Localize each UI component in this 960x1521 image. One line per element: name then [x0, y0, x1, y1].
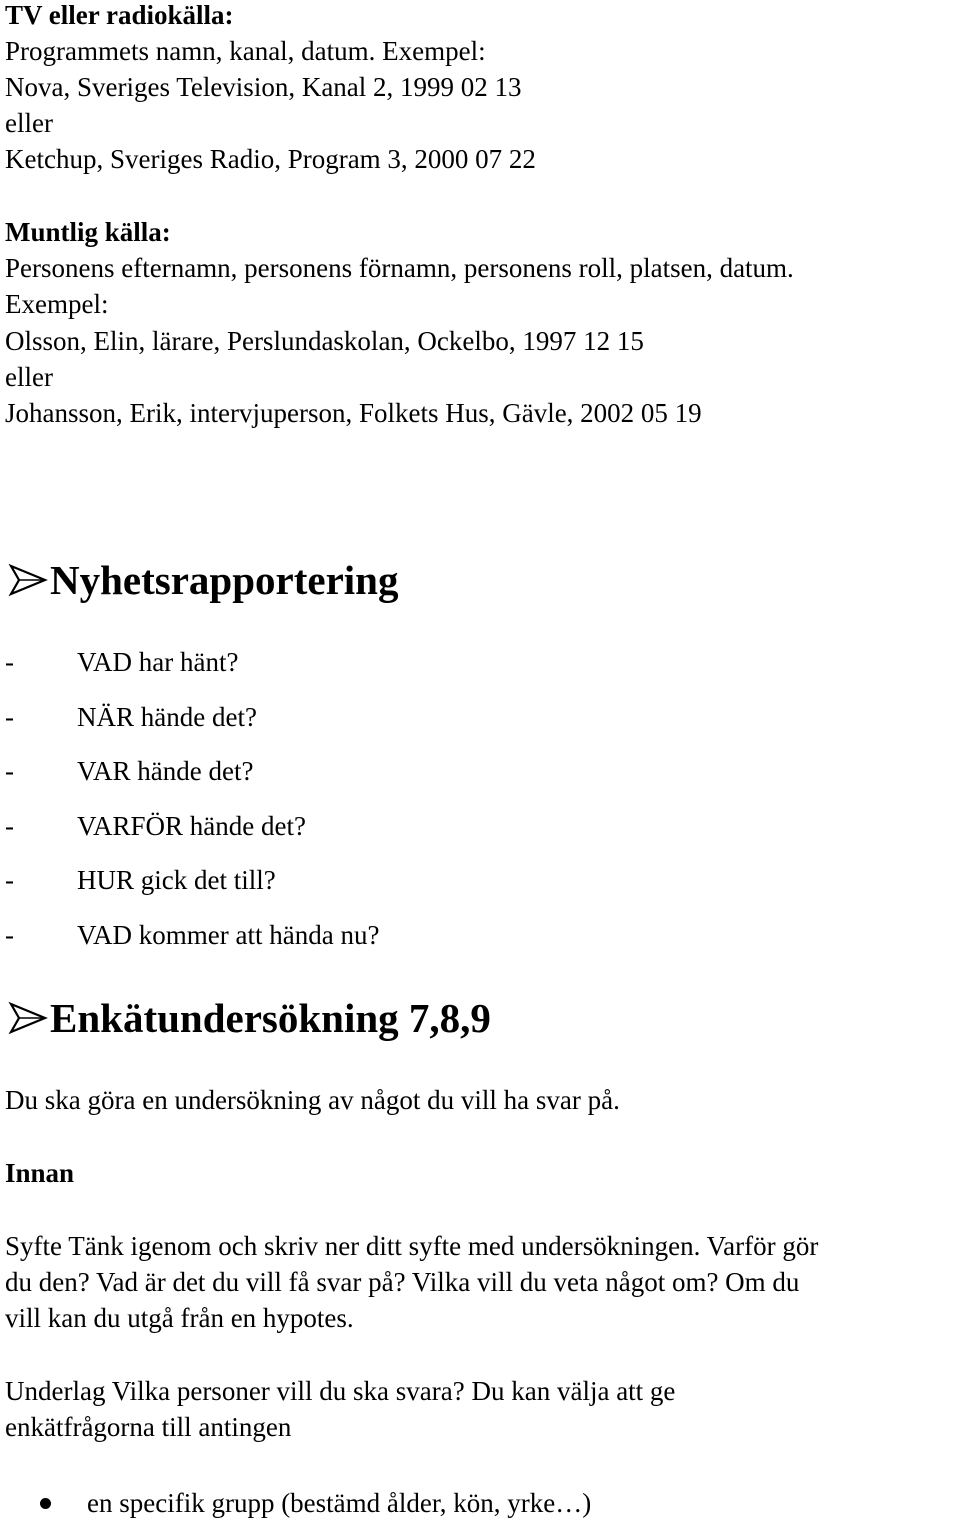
oral-format: Personens efternamn, personens förnamn, personens roll, platsen, datum. — [5, 253, 794, 283]
news-question: VAD har hänt? — [77, 647, 239, 677]
tv-radio-heading: TV eller radiokälla: — [5, 0, 234, 30]
survey-purpose-line: du den? Vad är det du vill få svar på? Vilka vill du veta något om? Om du — [5, 1267, 800, 1297]
news-question: VAD kommer att hända nu? — [77, 920, 380, 950]
list-item: - NÄR hände det? — [5, 702, 257, 732]
arrow-bullet-icon — [8, 560, 48, 600]
arrow-bullet-icon — [8, 998, 48, 1038]
list-item — [40, 1485, 591, 1521]
oral-example-1: Olsson, Elin, lärare, Perslundaskolan, Ockelbo, 1997 12 15 — [5, 326, 644, 356]
survey-purpose-line: Syfte Tänk igenom och skriv ner ditt syfte med undersökningen. Varför gör — [5, 1231, 819, 1261]
survey-heading — [8, 993, 491, 1043]
oral-or: eller — [5, 362, 53, 392]
survey-heading-text: Enkätundersökning 7,8,9 — [50, 995, 491, 1041]
bullet-dot-icon — [40, 1498, 51, 1509]
tv-radio-format: Programmets namn, kanal, datum. Exempel: — [5, 36, 486, 66]
list-item: - VAD har hänt? — [5, 647, 239, 677]
survey-basis-line: Underlag Vilka personer vill du ska svara? Du kan välja att ge — [5, 1376, 676, 1406]
oral-example-2: Johansson, Erik, intervjuperson, Folkets Hus, Gävle, 2002 05 19 — [5, 398, 702, 428]
news-question: NÄR hände det? — [77, 702, 257, 732]
list-item: - VAD kommer att hända nu? — [5, 920, 380, 950]
news-question: HUR gick det till? — [77, 865, 276, 895]
oral-heading: Muntlig källa: — [5, 217, 171, 247]
survey-before-label: Innan — [5, 1158, 75, 1188]
news-heading-text: Nyhetsrapportering — [50, 557, 399, 603]
list-item: - VAR hände det? — [5, 756, 254, 786]
oral-example-label: Exempel: — [5, 289, 109, 319]
news-question: VAR hände det? — [77, 756, 254, 786]
tv-radio-example-2: Ketchup, Sveriges Radio, Program 3, 2000 07 22 — [5, 144, 536, 174]
survey-intro: Du ska göra en undersökning av något du vill ha svar på. — [5, 1085, 620, 1115]
survey-purpose-line: vill kan du utgå från en hypotes. — [5, 1303, 354, 1333]
survey-bullet: en specifik grupp (bestämd ålder, kön, yrke…) — [87, 1488, 592, 1518]
list-item: - VARFÖR hände det? — [5, 811, 306, 841]
survey-basis-line: enkätfrågorna till antingen — [5, 1412, 292, 1442]
news-question: VARFÖR hände det? — [77, 811, 306, 841]
tv-radio-or: eller — [5, 108, 53, 138]
list-item: - HUR gick det till? — [5, 865, 276, 895]
tv-radio-example-1: Nova, Sveriges Television, Kanal 2, 1999 02 13 — [5, 72, 522, 102]
news-heading — [8, 555, 398, 605]
